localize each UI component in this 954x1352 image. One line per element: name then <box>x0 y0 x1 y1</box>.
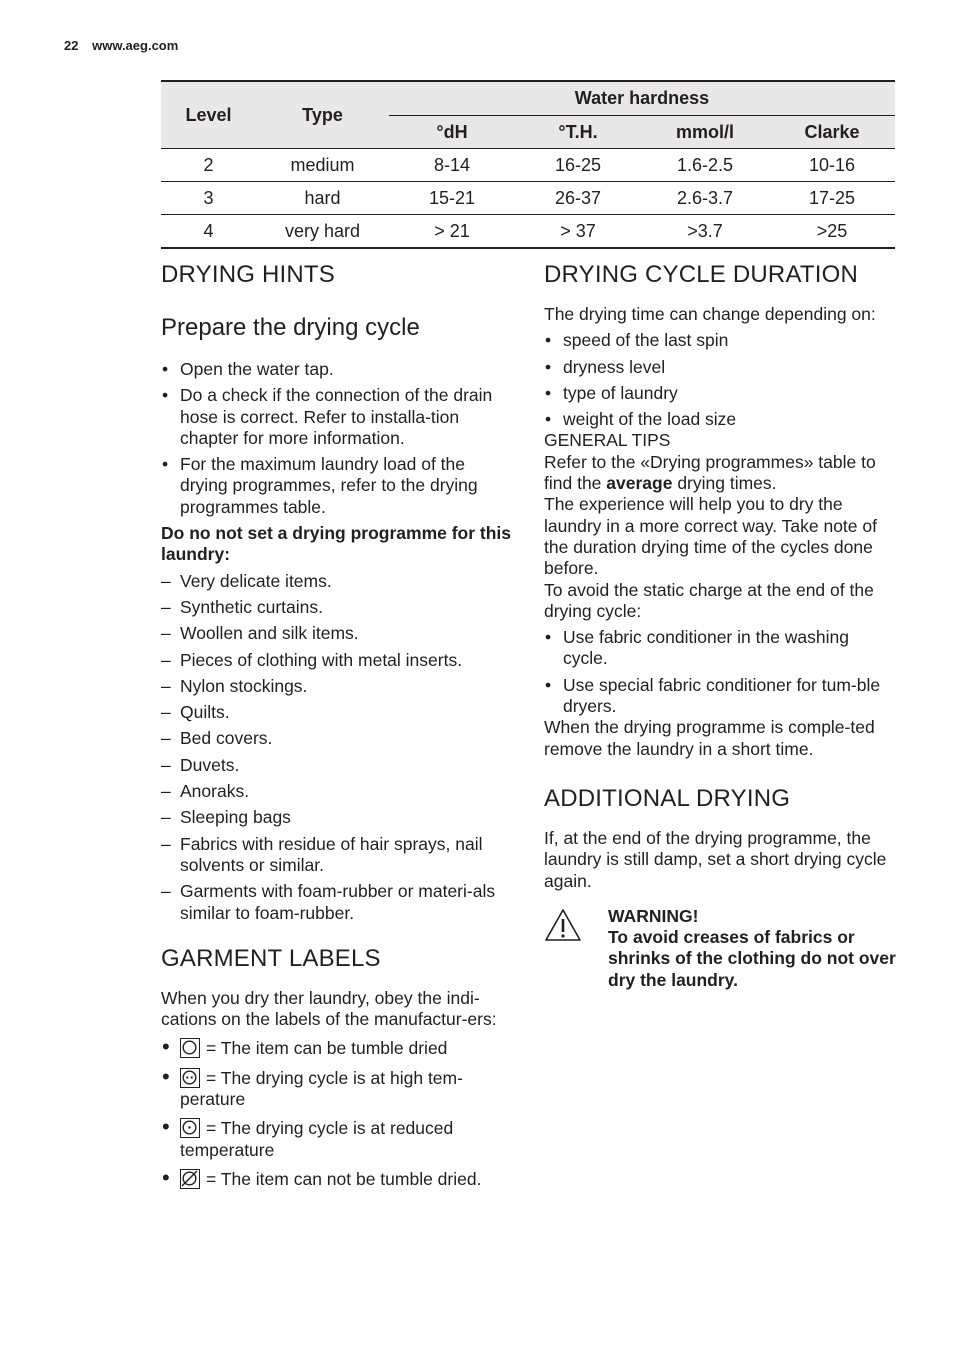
warning-triangle-icon <box>544 908 582 942</box>
col-dh: °dH <box>389 116 515 149</box>
col-th: °T.H. <box>515 116 641 149</box>
table-cell: > 37 <box>515 215 641 249</box>
static-list <box>544 627 896 717</box>
tips-paragraph: To avoid the static charge at the end of the drying cycle: <box>544 579 874 621</box>
table-cell: 2 <box>161 149 256 182</box>
symbol-text: = The item can not be tumble dried. <box>206 1168 482 1189</box>
list-item: – Garments with foam-rubber or materi-als similar to foam-rubber. <box>161 881 513 924</box>
garment-intro: When you dry ther laundry, obey the indi-cations on the labels of the manufactur-ers: <box>161 987 497 1030</box>
symbol-text: = The item can be tumble dried <box>206 1038 448 1059</box>
table-row <box>161 215 895 249</box>
garment-symbols-list <box>161 1038 513 1190</box>
table-cell: 1.6-2.5 <box>641 149 769 182</box>
list-item: • weight of the load size <box>544 409 896 430</box>
tips-paragraph: When the drying programme is comple-ted remove the laundry in a short time. <box>544 717 875 759</box>
col-type: Type <box>256 81 389 149</box>
list-item: – Fabrics with residue of hair sprays, nail solvents or similar. <box>161 834 513 877</box>
table-cell: 8-14 <box>389 149 515 182</box>
list-item: – Sleeping bags <box>161 807 513 828</box>
right-column <box>544 258 896 991</box>
heading-garment-labels: GARMENT LABELS <box>161 944 381 972</box>
do-not-title: Do no not set a drying programme for this laundry: <box>161 523 512 565</box>
list-item: • speed of the last spin <box>544 330 896 351</box>
warning-box <box>544 906 896 991</box>
table-cell: 15-21 <box>389 182 515 215</box>
do-not-list <box>161 571 513 924</box>
list-item: • For the maximum laundry load of the drying programmes, refer to the drying programmes table. <box>161 454 513 518</box>
table-cell: very hard <box>256 215 389 249</box>
list-item: – Anoraks. <box>161 781 513 802</box>
tips-paragraph: The experience will help you to dry the laundry in a more correct way. Take note of the duration drying time of the cycles done before. <box>544 494 877 579</box>
tumble-dry-icon <box>180 1038 200 1058</box>
table-cell: 16-25 <box>515 149 641 182</box>
warning-title: WARNING! <box>608 905 699 926</box>
list-item: – Nylon stockings. <box>161 676 513 697</box>
list-item: – Synthetic curtains. <box>161 597 513 618</box>
water-hardness-table <box>161 80 895 249</box>
tumble-dry-high-heat-icon <box>180 1068 200 1088</box>
page-header <box>64 38 178 53</box>
general-tips-label: GENERAL TIPS <box>544 430 671 451</box>
list-item <box>161 1118 513 1161</box>
list-item: – Woollen and silk items. <box>161 623 513 644</box>
page-number: 22 <box>64 38 79 53</box>
list-item: – Bed covers. <box>161 728 513 749</box>
tumble-dry-low-heat-icon <box>180 1118 200 1138</box>
list-item: – Very delicate items. <box>161 571 513 592</box>
website-url: www.aeg.com <box>92 38 179 53</box>
warning-text: To avoid creases of fabrics or shrinks of the clothing do not over dry the laundry. <box>608 927 896 990</box>
col-level: Level <box>161 81 256 149</box>
table-cell: 4 <box>161 215 256 249</box>
col-water-hardness: Water hardness <box>389 81 895 116</box>
heading-additional-drying: ADDITIONAL DRYING <box>544 784 791 812</box>
list-item <box>161 1068 513 1111</box>
tips-paragraph <box>544 452 896 495</box>
prepare-list <box>161 359 513 518</box>
heading-prepare-drying-cycle: Prepare the drying cycle <box>161 314 420 341</box>
list-item: • Use fabric conditioner in the washing cycle. <box>544 627 896 670</box>
do-not-tumble-dry-icon <box>180 1169 200 1189</box>
duration-list <box>544 330 896 430</box>
duration-intro: The drying time can change depending on: <box>544 304 876 324</box>
list-item <box>161 1038 513 1059</box>
list-item: – Duvets. <box>161 755 513 776</box>
symbol-text: = The drying cycle is at reduced temperature <box>180 1118 454 1160</box>
table-cell: hard <box>256 182 389 215</box>
table-cell: 3 <box>161 182 256 215</box>
additional-paragraph: If, at the end of the drying programme, the laundry is still damp, set a short drying cycle again. <box>544 827 887 891</box>
table-cell: 2.6-3.7 <box>641 182 769 215</box>
table-row <box>161 149 895 182</box>
table-cell: >25 <box>769 215 895 249</box>
bold-average: average <box>606 473 673 494</box>
list-item: • dryness level <box>544 357 896 378</box>
list-item: – Pieces of clothing with metal inserts. <box>161 650 513 671</box>
table-cell: 26-37 <box>515 182 641 215</box>
text-span: drying times. <box>672 473 777 494</box>
table-cell: 17-25 <box>769 182 895 215</box>
table-cell: 10-16 <box>769 149 895 182</box>
col-clarke: Clarke <box>769 116 895 149</box>
list-item: • Open the water tap. <box>161 359 513 380</box>
col-mmol: mmol/l <box>641 116 769 149</box>
list-item: • Do a check if the connection of the drain hose is correct. Refer to installa-tion chapter for more information. <box>161 385 513 449</box>
symbol-text: = The drying cycle is at high tem-perature <box>180 1067 463 1110</box>
table-cell: > 21 <box>389 215 515 249</box>
text-span: Refer to the «Drying programmes» table to find the <box>544 451 876 494</box>
list-item: • type of laundry <box>544 383 896 404</box>
table-cell: >3.7 <box>641 215 769 249</box>
list-item <box>161 1169 513 1190</box>
heading-drying-cycle-duration: DRYING CYCLE DURATION <box>544 261 859 288</box>
list-item: • Use special fabric conditioner for tum-ble dryers. <box>544 675 896 718</box>
heading-drying-hints: DRYING HINTS <box>161 261 335 288</box>
table-cell: medium <box>256 149 389 182</box>
left-column <box>161 258 513 1198</box>
list-item: – Quilts. <box>161 702 513 723</box>
table-row <box>161 182 895 215</box>
